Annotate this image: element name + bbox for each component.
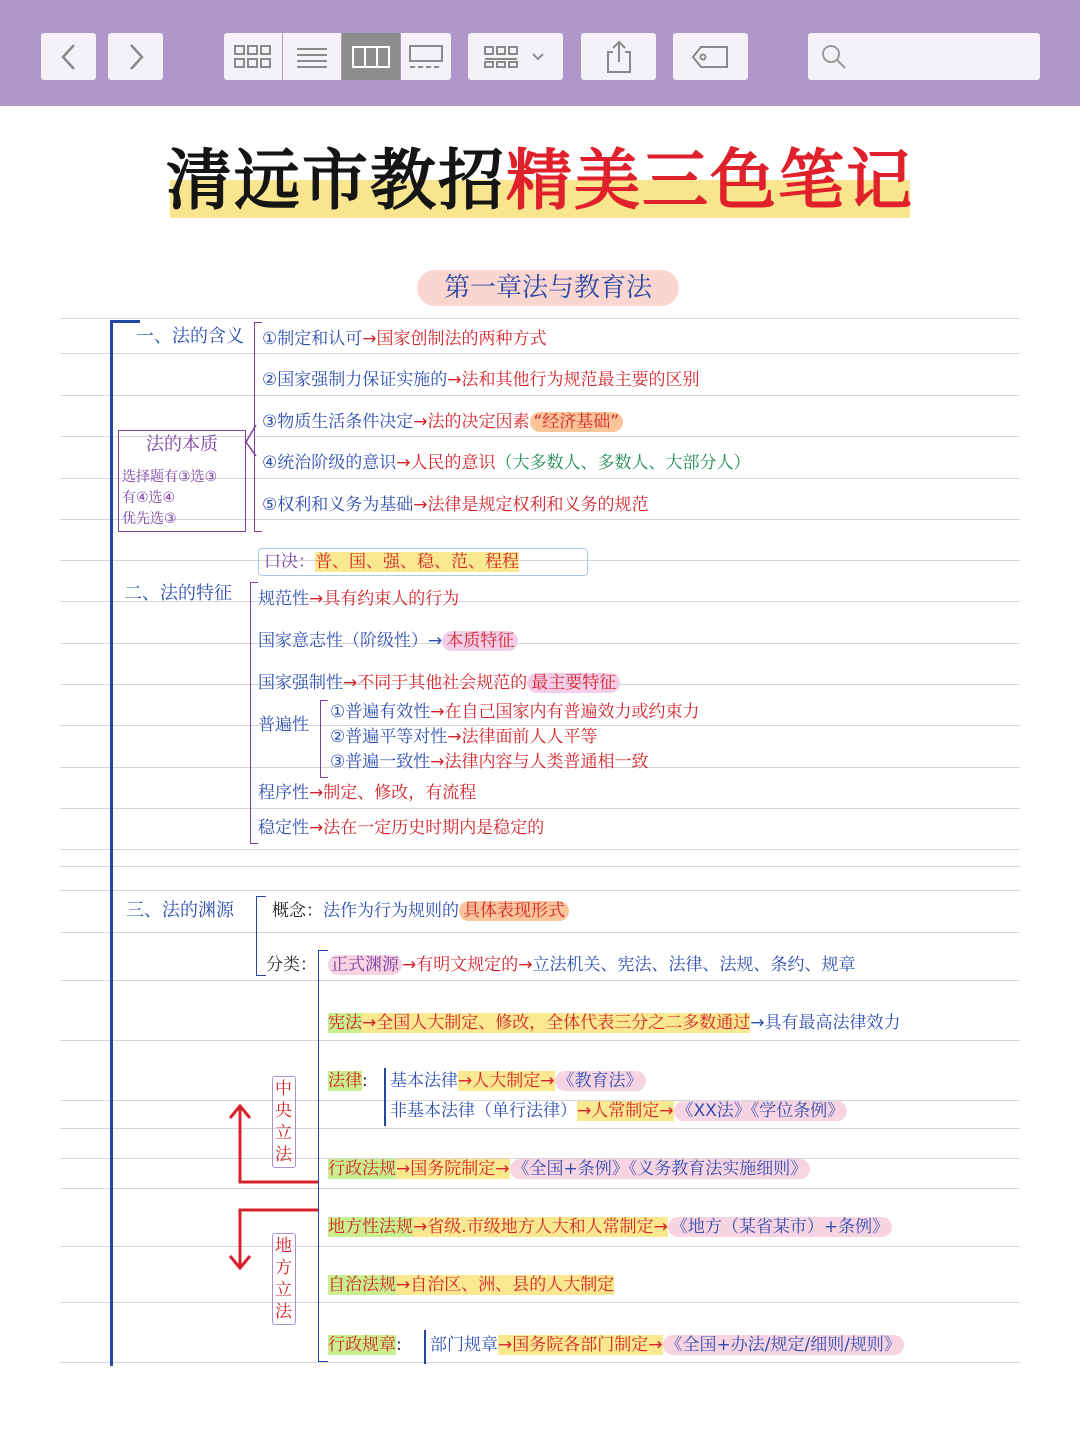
universal-item: ③普遍一致性→法律内容与人类普通相一致 [330, 752, 649, 772]
essence-note: 优先选③ [122, 511, 177, 527]
group-icon [481, 44, 551, 70]
sec3-bracket [256, 896, 266, 976]
sec2-bracket [250, 582, 258, 844]
concept: 概念：法作为行为规则的 具体表现形式 [272, 900, 569, 922]
feature-item: 国家强制性→不同于其他社会规范的 最主要特征 [258, 672, 620, 694]
essence-title: 法的本质 [146, 434, 218, 455]
column-view-icon [351, 44, 391, 70]
chapter-heading: 第一章法与教育法 [417, 270, 679, 306]
essence-note: 选择题有③选③ [122, 469, 218, 485]
feature-item: 国家意志性（阶级性）→ 本质特征 [258, 630, 518, 652]
constitution-item: 宪法→全国人大制定、修改，全体代表三分之二多数通过→具有最高法律效力 [328, 1013, 901, 1033]
meaning-item: ④统治阶级的意识→人民的意识（大多数人、多数人、大部分人） [262, 453, 751, 473]
share-icon [604, 40, 634, 74]
direction-arrows [226, 1098, 322, 1278]
dept-rules: 部门规章→国务院各部门制定→ 《全国+办法/规定/细则/规则》 [430, 1334, 904, 1356]
feature-item: 稳定性→法在一定历史时期内是稳定的 [258, 818, 545, 838]
local-reg: 地方性法规→省级.市级地方人大和人常制定→ 《地方（某省某市）+条例》 [328, 1216, 892, 1238]
feature-item: 程序性→制定、修改，有流程 [258, 783, 477, 803]
central-label: 中央立法 [275, 1079, 292, 1165]
essence-note: 有④选④ [122, 490, 176, 506]
tag-icon [691, 44, 731, 70]
sec2-label: 二、法的特征 [124, 583, 232, 604]
gallery-view-icon [407, 44, 445, 70]
universal-item: ①普遍有效性→在自己国家内有普遍效力或约束力 [330, 702, 700, 722]
meaning-item: ③物质生活条件决定→法的决定因素 “经济基础” [262, 411, 623, 433]
note-page [0, 106, 1080, 1440]
meaning-item: ⑤权利和义务为基础→法律是规定权利和义务的规范 [262, 495, 649, 515]
share-button[interactable] [581, 33, 656, 80]
feature-item: 规范性→具有约束人的行为 [258, 589, 460, 609]
mnemonic: 口决：普、国、强、稳、范、程程 [264, 552, 519, 572]
list-view-button[interactable] [283, 33, 341, 80]
meaning-item: ①制定和认可→国家创制法的两种方式 [262, 329, 547, 349]
formal-source: 正式渊源 →有明文规定的→立法机关、宪法、法律、法规、条约、规章 [328, 954, 856, 976]
forward-button[interactable] [108, 33, 163, 80]
chevron-right-icon [126, 43, 146, 71]
basic-law: 基本法律→人大制定→ 《教育法》 [390, 1070, 646, 1092]
page-title: 清远市教招精美三色笔记 [166, 142, 914, 219]
meaning-item: ②国家强制力保证实施的→法和其他行为规范最主要的区别 [262, 370, 700, 390]
class-label: 分类： [266, 955, 317, 975]
law-item: 法律: [328, 1071, 368, 1091]
nonbasic-law: 非基本法律（单行法律）→人常制定→ 《XX法》《学位条例》 [390, 1100, 847, 1122]
universal-bracket [320, 700, 328, 778]
main-bracket [110, 320, 113, 1366]
search-field[interactable] [808, 33, 1040, 80]
search-icon [820, 43, 848, 71]
sec1-label: 一、法的含义 [136, 326, 244, 347]
local-label: 地方立法 [275, 1236, 292, 1322]
tag-button[interactable] [673, 33, 748, 80]
toolbar [0, 0, 1080, 106]
column-view-button[interactable] [342, 33, 400, 80]
universal-item: ②普遍平等对性→法律面前人人平等 [330, 727, 598, 747]
list-view-icon [295, 45, 329, 69]
essence-pointer [230, 420, 260, 460]
grid-view-button[interactable] [224, 33, 282, 80]
universal-label: 普遍性 [258, 715, 309, 735]
back-button[interactable] [41, 33, 96, 80]
group-button[interactable] [468, 33, 563, 80]
admin-reg: 行政法规→国务院制定→ 《全国+条例》《义务教育法实施细则》 [328, 1158, 810, 1180]
admin-rules: 行政规章: [328, 1335, 402, 1355]
sec3-label: 三、法的渊源 [126, 900, 234, 921]
chevron-left-icon [59, 43, 79, 71]
grid-view-icon [233, 44, 273, 70]
autonomous-reg: 自治法规→自治区、洲、县的人大制定 [328, 1275, 615, 1295]
search-input[interactable] [854, 41, 1034, 73]
gallery-view-button[interactable] [401, 33, 451, 80]
